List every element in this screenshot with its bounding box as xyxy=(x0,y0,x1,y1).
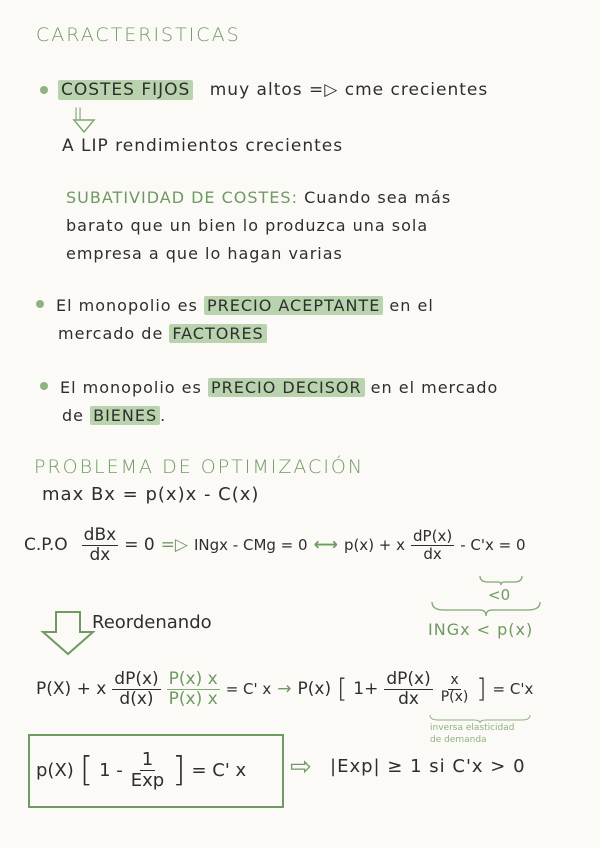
step-dp-den: d(x) xyxy=(119,688,154,709)
boxed-bracket-close: ] xyxy=(172,750,186,791)
bullet-aceptante-line2 xyxy=(58,324,267,343)
step-px: P(x) xyxy=(297,679,332,700)
step-g-num: P(x) x xyxy=(168,669,218,689)
step-mid: = C' x xyxy=(225,680,272,699)
underbrace-icon xyxy=(478,574,524,586)
highlight-precio-aceptante: PRECIO ACEPTANTE xyxy=(204,296,383,315)
step-start: P(X) + x xyxy=(36,679,107,700)
step-in2-den: P(x) xyxy=(440,688,469,705)
boxed-one-minus: 1 - xyxy=(99,759,123,781)
boxed-px: p(X) xyxy=(36,759,74,781)
ingx-note: INGx < p(x) xyxy=(428,620,534,639)
ingmg-equation: INgx - CMg = 0 xyxy=(193,536,308,555)
implies-arrow-icon: =▷ xyxy=(160,535,188,556)
decisor-end: . xyxy=(160,406,167,425)
aceptante-line2-before: mercado de xyxy=(58,324,164,343)
down-triangle-arrow-icon xyxy=(72,118,96,134)
step-in-num: dP(x) xyxy=(386,669,431,689)
aceptante-before: El monopolio es xyxy=(56,296,198,315)
step-one-plus: 1+ xyxy=(353,679,379,700)
boxed-equation xyxy=(36,750,246,791)
bracket-close: ] xyxy=(476,674,487,705)
boxed-fraction xyxy=(129,750,166,791)
cpo-fraction xyxy=(82,526,119,564)
step-dp-num: dP(x) xyxy=(114,669,159,689)
decisor-before: El monopolio es xyxy=(60,378,202,397)
step-in-den: dx xyxy=(398,688,419,709)
lt-zero: <0 xyxy=(488,586,511,604)
cpo-dp-fraction xyxy=(411,528,454,562)
elasticity-note-2: de demanda xyxy=(430,735,487,745)
reorder-equation xyxy=(36,670,533,708)
boxed-den: Exp xyxy=(130,769,165,791)
objective-function: max Bx = p(x)x - C(x) xyxy=(42,484,260,505)
subatividad-label: SUBATIVIDAD DE COSTES: xyxy=(66,188,298,207)
boxed-bracket-open: [ xyxy=(79,750,94,791)
implies-mark: || xyxy=(74,106,83,120)
cpo-px: p(x) + x xyxy=(343,536,406,555)
bullet-line-costes-fijos xyxy=(58,80,488,100)
boxed-result xyxy=(28,734,284,808)
step-eq: = C'x xyxy=(492,680,534,699)
decisor-after: en el mercado xyxy=(370,378,499,397)
cpo-equation xyxy=(24,526,526,564)
cpo-dp-den: dx xyxy=(423,544,442,563)
section-title-optimizacion: PROBLEMA DE OPTIMIZACIÓN xyxy=(34,456,365,478)
step-in2-num: x xyxy=(450,672,459,689)
bullet-aceptante-line1 xyxy=(56,296,434,315)
highlight-precio-decisor: PRECIO DECISOR xyxy=(208,378,365,397)
conclusion-arrow-icon: ⇨ xyxy=(290,752,312,782)
down-arrow-icon xyxy=(40,610,96,656)
subatividad-line1 xyxy=(66,188,451,207)
cpo-tail: - C'x = 0 xyxy=(460,536,526,555)
highlight-costes-fijos: COSTES FIJOS xyxy=(58,80,193,100)
step-dp-fraction xyxy=(112,670,160,708)
step-green-fraction xyxy=(167,670,220,708)
rendimientos-line: A LIP rendimientos crecientes xyxy=(62,136,344,156)
highlight-bienes: BIENES xyxy=(90,406,160,425)
step-inner-fraction xyxy=(384,670,432,708)
conclusion-text: |Exp| ≥ 1 si C'x > 0 xyxy=(330,756,526,777)
bullet-decisor-line2 xyxy=(62,406,166,425)
cpo-dp-num: dP(x) xyxy=(413,527,453,546)
elasticity-note-1: inversa elasticidad xyxy=(430,723,515,733)
cpo-label: C.P.O xyxy=(24,535,68,556)
cpo-frac-num: dBx xyxy=(83,525,117,545)
decisor-line2-before: de xyxy=(62,406,84,425)
bracket-open: [ xyxy=(337,674,348,705)
subatividad-text1: Cuando sea más xyxy=(304,188,452,207)
step-g-den: P(x) x xyxy=(168,688,218,709)
costes-fijos-text: muy altos =▷ cme crecientes xyxy=(209,80,489,100)
right-arrow-icon: → xyxy=(277,679,292,700)
underbrace-large-icon xyxy=(430,600,542,618)
aceptante-after: en el xyxy=(389,296,434,315)
double-arrow-icon: ⟷ xyxy=(313,535,338,556)
bullet-decisor-line1 xyxy=(60,378,498,397)
subatividad-line2: barato que un bien lo produzca una sola xyxy=(66,216,429,235)
bullet-dot xyxy=(40,86,48,94)
section-title-caracteristicas: CARACTERISTICAS xyxy=(36,24,241,46)
cpo-eq-zero: = 0 xyxy=(124,535,155,556)
boxed-eq: = C' x xyxy=(191,759,247,781)
bullet-dot xyxy=(40,382,48,390)
boxed-num: 1 xyxy=(141,749,154,770)
subatividad-line3: empresa a que lo hagan varias xyxy=(66,244,343,263)
reordenando-label: Reordenando xyxy=(92,612,212,633)
step-inner-fraction-2 xyxy=(439,673,471,705)
bullet-dot xyxy=(36,300,44,308)
cpo-frac-den: dx xyxy=(89,544,111,565)
highlight-factores: FACTORES xyxy=(169,324,266,343)
